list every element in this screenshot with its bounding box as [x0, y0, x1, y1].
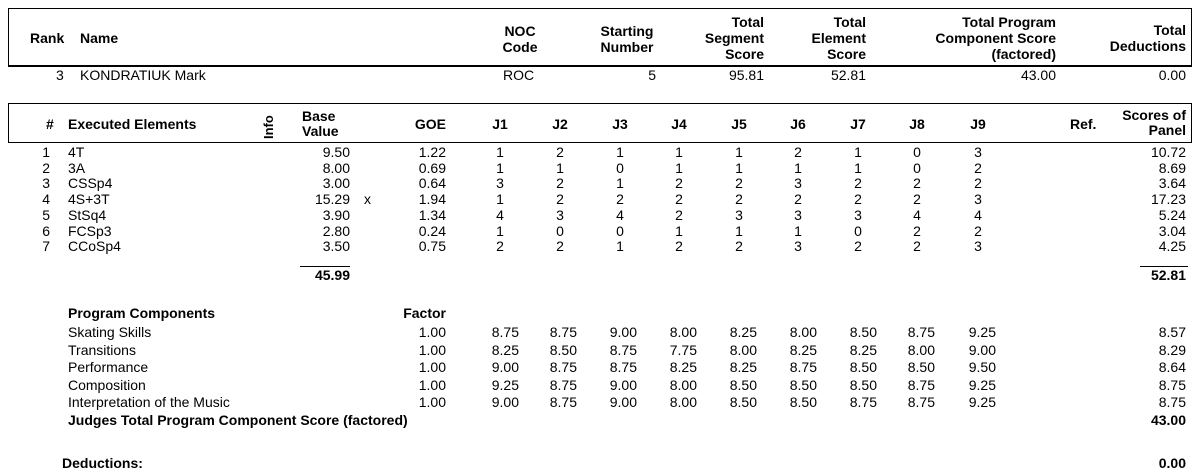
pc-judge-9: 9.50 — [968, 359, 996, 376]
pc-judge-2: 8.75 — [549, 324, 577, 340]
pc-score: 8.64 — [1158, 359, 1186, 376]
pc-name: Transitions — [68, 341, 136, 358]
elements-header-executed: Executed Elements — [68, 116, 197, 132]
element-judge-7: 2 — [854, 191, 862, 208]
element-judge-2: 2 — [556, 191, 564, 208]
pc-name: Composition — [68, 376, 146, 393]
element-judge-8: 2 — [913, 238, 921, 255]
element-judge-4: 2 — [675, 191, 683, 208]
element-judge-6: 2 — [794, 191, 802, 208]
skater-total-element-score: 52.81 — [830, 67, 866, 83]
element-judge-3: 0 — [616, 222, 624, 239]
element-judge-1: 1 — [496, 191, 504, 208]
pc-judge-8: 8.50 — [907, 359, 935, 376]
pc-judge-3: 8.75 — [609, 359, 637, 376]
pc-judge-8: 8.00 — [907, 341, 935, 358]
pc-title: Program Components — [68, 305, 216, 321]
pc-judge-6: 8.00 — [789, 324, 817, 340]
element-judge-5: 2 — [735, 191, 743, 208]
element-judge-1: 1 — [496, 144, 504, 160]
pc-judge-5: 8.50 — [729, 376, 757, 393]
element-name: StSq4 — [68, 206, 107, 223]
element-base-value: 3.00 — [322, 175, 350, 192]
element-base-value: 2.80 — [322, 222, 350, 239]
element-goe: 0.75 — [418, 238, 446, 255]
pc-judge-9: 9.25 — [968, 394, 996, 411]
element-judge-9: 3 — [974, 191, 982, 208]
pc-judge-8: 8.75 — [907, 324, 935, 340]
skater-total-deductions: 0.00 — [1158, 67, 1186, 83]
element-judge-7: 3 — [854, 206, 862, 223]
element-judge-9: 2 — [974, 175, 982, 192]
element-judge-3: 0 — [616, 159, 624, 176]
pc-judge-5: 8.50 — [729, 394, 757, 411]
pc-judge-4: 8.00 — [669, 394, 697, 411]
pc-judge-2: 8.75 — [549, 359, 577, 376]
element-judge-2: 3 — [556, 206, 564, 223]
element-judge-8: 0 — [913, 159, 921, 176]
judge-header-8: J8 — [909, 116, 925, 132]
element-judge-9: 4 — [974, 206, 982, 223]
pc-judge-4: 8.25 — [669, 359, 697, 376]
pc-judge-2: 8.75 — [549, 394, 577, 411]
pc-judge-3: 9.00 — [609, 324, 637, 340]
elements-header-goe: GOE — [414, 116, 446, 132]
element-num: 2 — [42, 159, 50, 176]
element-judge-8: 2 — [913, 191, 921, 208]
element-score: 3.64 — [1158, 175, 1186, 192]
element-judge-5: 1 — [735, 144, 743, 160]
element-judge-2: 2 — [556, 144, 564, 160]
deductions-value: 0.00 — [1158, 455, 1186, 471]
element-info: x — [364, 191, 371, 208]
element-goe: 0.69 — [418, 159, 446, 176]
pc-judge-8: 8.75 — [907, 376, 935, 393]
element-judge-7: 2 — [854, 238, 862, 255]
pc-judge-2: 8.75 — [549, 376, 577, 393]
pc-judge-7: 8.75 — [849, 394, 877, 411]
pc-judge-7: 8.50 — [849, 359, 877, 376]
pc-judge-1: 8.75 — [491, 324, 519, 340]
pc-score: 8.29 — [1158, 341, 1186, 358]
pc-factor-label: Factor — [403, 305, 446, 321]
elements-total-score: 52.81 — [1150, 267, 1186, 283]
elements-header-num: # — [46, 116, 54, 132]
element-num: 1 — [42, 144, 50, 160]
pc-name: Skating Skills — [68, 324, 152, 340]
element-judge-4: 1 — [675, 222, 683, 239]
element-judge-5: 1 — [735, 222, 743, 239]
elements-header-base-value: Base Value — [302, 108, 339, 139]
element-name: 3A — [68, 159, 86, 176]
element-judge-7: 1 — [854, 144, 862, 160]
pc-judge-6: 8.75 — [789, 359, 817, 376]
pc-total-value: 43.00 — [1150, 412, 1186, 428]
pc-score: 8.75 — [1158, 376, 1186, 393]
element-judge-6: 3 — [794, 238, 802, 255]
pc-judge-6: 8.25 — [789, 341, 817, 358]
judge-header-9: J9 — [970, 116, 986, 132]
element-judge-3: 1 — [616, 144, 624, 160]
element-judge-5: 2 — [735, 175, 743, 192]
pc-judge-4: 8.00 — [669, 324, 697, 340]
element-judge-8: 0 — [913, 144, 921, 160]
header-total-deductions: Total Deductions — [1109, 22, 1186, 54]
element-judge-6: 3 — [794, 175, 802, 192]
element-judge-4: 2 — [675, 238, 683, 255]
judge-header-5: J5 — [731, 116, 747, 132]
element-judge-6: 2 — [794, 144, 802, 160]
element-judge-1: 4 — [496, 206, 504, 223]
skater-name: KONDRATIUK Mark — [80, 67, 206, 83]
element-judge-4: 1 — [675, 144, 683, 160]
header-starting-number: Starting Number — [600, 23, 654, 55]
skater-total-pcs: 43.00 — [1020, 67, 1056, 83]
pc-judge-3: 9.00 — [609, 394, 637, 411]
elements-header-info: Info — [261, 115, 276, 139]
element-judge-1: 2 — [496, 238, 504, 255]
pc-factor: 1.00 — [418, 394, 446, 411]
pc-total-label: Judges Total Program Component Score (factored) — [68, 412, 408, 428]
element-name: 4T — [68, 144, 85, 160]
element-base-value: 15.29 — [314, 191, 350, 208]
skater-noc: ROC — [503, 67, 535, 83]
pc-score: 8.75 — [1158, 394, 1186, 411]
pc-judge-9: 9.25 — [968, 324, 996, 340]
element-judge-6: 1 — [794, 222, 802, 239]
element-judge-9: 2 — [974, 222, 982, 239]
element-judge-3: 1 — [616, 238, 624, 255]
element-judge-9: 3 — [974, 238, 982, 255]
pc-factor: 1.00 — [418, 341, 446, 358]
element-score: 17.23 — [1150, 191, 1186, 208]
judge-header-3: J3 — [612, 116, 628, 132]
element-judge-5: 3 — [735, 206, 743, 223]
element-goe: 0.64 — [418, 175, 446, 192]
header-total-segment-score: Total Segment Score — [704, 14, 764, 62]
element-goe: 1.94 — [418, 191, 446, 208]
element-judge-9: 3 — [974, 144, 982, 160]
element-judge-3: 4 — [616, 206, 624, 223]
pc-name: Performance — [68, 359, 149, 376]
element-judge-8: 2 — [913, 222, 921, 239]
element-judge-2: 2 — [556, 175, 564, 192]
element-base-value: 3.50 — [322, 238, 350, 255]
deductions-label: Deductions: — [62, 455, 143, 471]
element-name: 4S+3T — [68, 191, 110, 208]
pc-judge-5: 8.25 — [729, 324, 757, 340]
element-judge-3: 2 — [616, 191, 624, 208]
element-judge-1: 1 — [496, 159, 504, 176]
element-judge-4: 1 — [675, 159, 683, 176]
pc-judge-7: 8.50 — [849, 376, 877, 393]
pc-judge-3: 9.00 — [609, 376, 637, 393]
element-judge-6: 1 — [794, 159, 802, 176]
header-rank: Rank — [30, 30, 65, 46]
element-judge-5: 2 — [735, 238, 743, 255]
element-score: 3.04 — [1158, 222, 1186, 239]
element-judge-7: 1 — [854, 159, 862, 176]
pc-judge-3: 8.75 — [609, 341, 637, 358]
header-noc-code: NOC Code — [502, 23, 538, 55]
element-name: CSSp4 — [68, 175, 113, 192]
element-goe: 1.22 — [418, 144, 446, 160]
element-score: 8.69 — [1158, 159, 1186, 176]
element-judge-3: 1 — [616, 175, 624, 192]
pc-factor: 1.00 — [418, 376, 446, 393]
element-judge-4: 2 — [675, 206, 683, 223]
element-score: 10.72 — [1150, 144, 1186, 160]
judge-header-6: J6 — [790, 116, 806, 132]
element-judge-7: 2 — [854, 175, 862, 192]
pc-judge-7: 8.50 — [849, 324, 877, 340]
element-name: FCSp3 — [68, 222, 112, 239]
elements-total-base: 45.99 — [314, 267, 350, 283]
skater-starting-number: 5 — [648, 67, 656, 83]
pc-name: Interpretation of the Music — [68, 394, 230, 411]
pc-judge-4: 8.00 — [669, 376, 697, 393]
pc-judge-5: 8.00 — [729, 341, 757, 358]
element-num: 6 — [42, 222, 50, 239]
skater-total-segment-score: 95.81 — [728, 67, 764, 83]
pc-judge-9: 9.00 — [968, 341, 996, 358]
element-judge-2: 2 — [556, 238, 564, 255]
element-judge-5: 1 — [735, 159, 743, 176]
elements-header-ref: Ref. — [1070, 116, 1097, 132]
element-num: 4 — [42, 191, 50, 208]
skater-rank: 3 — [56, 67, 64, 83]
element-judge-2: 0 — [556, 222, 564, 239]
pc-factor: 1.00 — [418, 359, 446, 376]
element-score: 5.24 — [1158, 206, 1186, 223]
pc-judge-1: 9.00 — [491, 359, 519, 376]
pc-judge-7: 8.25 — [849, 341, 877, 358]
element-goe: 0.24 — [418, 222, 446, 239]
element-base-value: 8.00 — [322, 159, 350, 176]
header-name: Name — [80, 30, 119, 46]
element-judge-9: 2 — [974, 159, 982, 176]
header-total-pcs: Total Program Component Score (factored) — [935, 14, 1056, 62]
element-judge-7: 0 — [854, 222, 862, 239]
element-judge-8: 4 — [913, 206, 921, 223]
element-judge-2: 1 — [556, 159, 564, 176]
header-total-element-score: Total Element Score — [811, 14, 866, 62]
pc-judge-6: 8.50 — [789, 394, 817, 411]
element-num: 7 — [42, 238, 50, 255]
pc-judge-1: 8.25 — [491, 341, 519, 358]
judge-header-7: J7 — [850, 116, 866, 132]
elements-header-scores-of-panel: Scores of Panel — [1122, 107, 1186, 138]
pc-judge-1: 9.25 — [491, 376, 519, 393]
pc-judge-9: 9.25 — [968, 376, 996, 393]
element-judge-1: 1 — [496, 222, 504, 239]
pc-judge-4: 7.75 — [669, 341, 697, 358]
element-base-value: 3.90 — [322, 206, 350, 223]
pc-score: 8.57 — [1158, 324, 1186, 340]
element-base-value: 9.50 — [322, 144, 350, 160]
pc-judge-6: 8.50 — [789, 376, 817, 393]
judge-header-1: J1 — [492, 116, 508, 132]
element-judge-1: 3 — [496, 175, 504, 192]
element-score: 4.25 — [1158, 238, 1186, 255]
pc-judge-2: 8.50 — [549, 341, 577, 358]
pc-factor: 1.00 — [418, 324, 446, 340]
element-judge-6: 3 — [794, 206, 802, 223]
judge-header-2: J2 — [552, 116, 568, 132]
element-name: CCoSp4 — [68, 238, 121, 255]
pc-judge-5: 8.25 — [729, 359, 757, 376]
element-judge-4: 2 — [675, 175, 683, 192]
element-num: 3 — [42, 175, 50, 192]
pc-judge-1: 9.00 — [491, 394, 519, 411]
pc-judge-8: 8.75 — [907, 394, 935, 411]
element-judge-8: 2 — [913, 175, 921, 192]
judge-header-4: J4 — [671, 116, 687, 132]
element-num: 5 — [42, 206, 50, 223]
element-goe: 1.34 — [418, 206, 446, 223]
